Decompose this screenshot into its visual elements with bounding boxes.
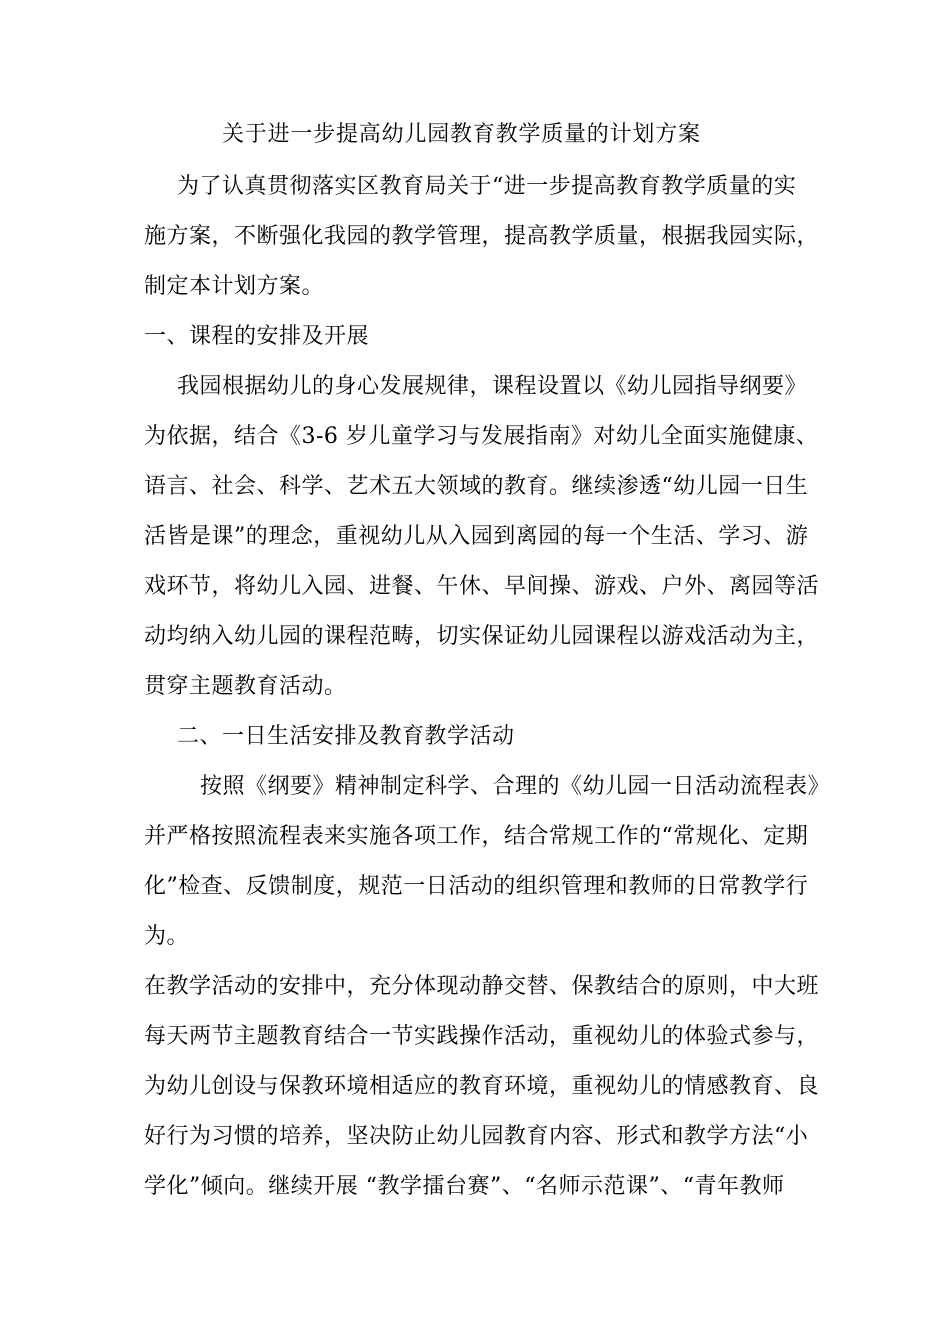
paragraph-line: 制定本计划方案。 (144, 274, 325, 299)
paragraph-line: 每天两节主题教育结合一节实践操作活动，重视幼儿的体验式参与， (144, 1024, 820, 1049)
paragraph-line: 为依据，结合《3-6 岁儿童学习与发展指南》对幼儿全面实施健康、 (144, 424, 819, 449)
paragraph-line: 按照《纲要》精神制定科学、合理的《幼儿园一日活动流程表》 (200, 774, 831, 799)
paragraph-line: 为了认真贯彻落实区教育局关于“进一步提高教育教学质量的实 (177, 174, 797, 199)
document-title: 关于进一步提高幼儿园教育教学质量的计划方案 (222, 122, 701, 147)
paragraph-line: 戏环节，将幼儿入园、进餐、午休、早间操、游戏、户外、离园等活 (144, 574, 820, 599)
paragraph-line: 贯穿主题教育活动。 (144, 674, 347, 699)
section-heading-2: 二、一日生活安排及教育教学活动 (177, 724, 515, 749)
paragraph-line: 学化”倾向。继续开展 “教学擂台赛”、“名师示范课”、“青年教师 (144, 1174, 785, 1199)
paragraph-line: 为。 (144, 924, 190, 949)
paragraph-line: 好行为习惯的培养，坚决防止幼儿园教育内容、形式和教学方法“小 (144, 1124, 809, 1149)
paragraph-line: 并严格按照流程表来实施各项工作，结合常规工作的“常规化、定期 (144, 824, 809, 849)
paragraph-line: 活皆是课”的理念，重视幼儿从入园到离园的每一个生活、学习、游 (144, 524, 809, 549)
paragraph-line: 动均纳入幼儿园的课程范畴，切实保证幼儿园课程以游戏活动为主， (144, 624, 820, 649)
paragraph-line: 化”检查、反馈制度，规范一日活动的组织管理和教师的日常教学行 (144, 874, 809, 899)
paragraph-line: 语言、社会、科学、艺术五大领域的教育。继续渗透“幼儿园一日生 (144, 474, 809, 499)
paragraph-line: 在教学活动的安排中，充分体现动静交替、保教结合的原则，中大班 (144, 974, 820, 999)
paragraph-line: 我园根据幼儿的身心发展规律，课程设置以《幼儿园指导纲要》 (177, 374, 808, 399)
paragraph-line: 为幼儿创设与保教环境相适应的教育环境，重视幼儿的情感教育、良 (144, 1074, 820, 1099)
paragraph-line: 施方案，不断强化我园的教学管理，提高教学质量，根据我园实际， (144, 224, 820, 249)
section-heading-1: 一、课程的安排及开展 (144, 324, 370, 349)
